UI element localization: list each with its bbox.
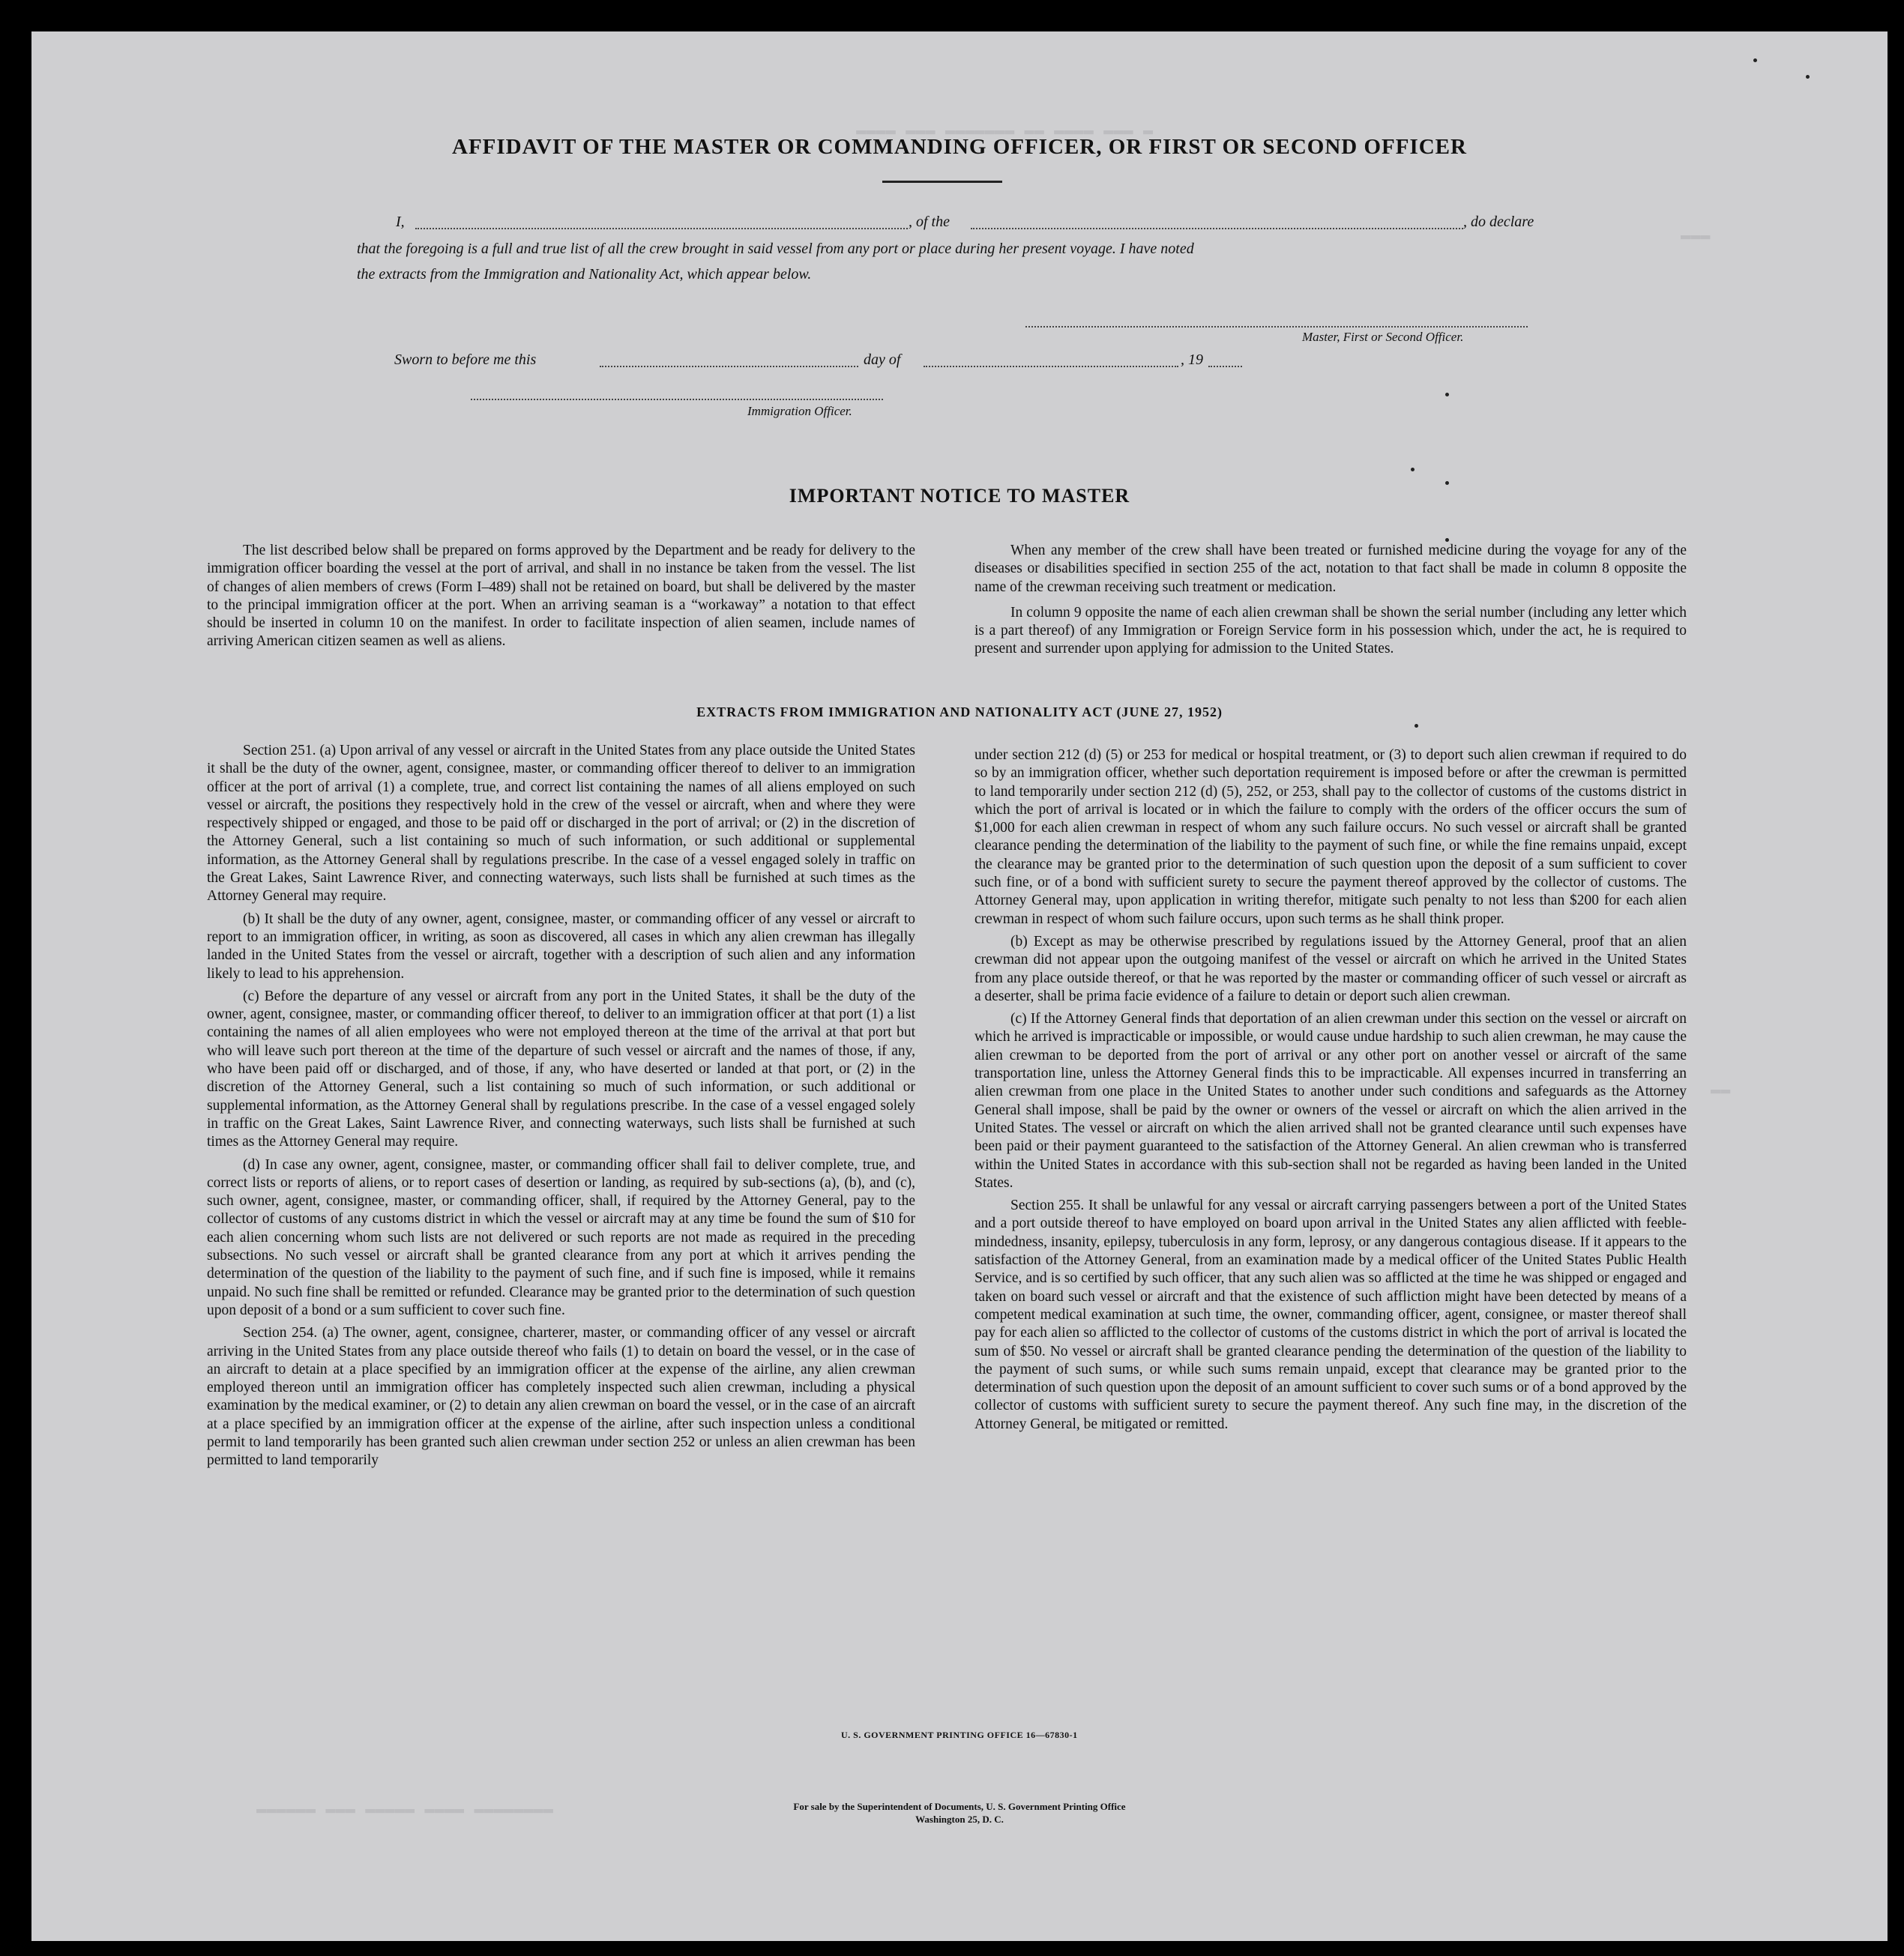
officer-signature-line[interactable]	[471, 399, 883, 400]
sale-line-1: For sale by the Superintendent of Documents, U. S. Government Printing Office	[793, 1801, 1126, 1812]
speck	[1445, 393, 1449, 396]
notice-right-paragraph-2: In column 9 opposite the name of each alien crewman shall be shown the serial number (including any letter which is a part thereof) of any Immigration or Foreign Service form in his possession which, under the act, he is required to present and surrender upon applying for admission to the United States.	[974, 604, 1687, 657]
declaration-line-1: that the foregoing is a full and true list of all the crew brought in said vessel from any port or place during her present voyage. I have noted	[357, 241, 1194, 257]
notice-right-column	[974, 542, 1687, 659]
master-signature-label: Master, First or Second Officer.	[1302, 330, 1464, 344]
extracts-right-column	[974, 746, 1687, 1434]
speck	[1753, 58, 1757, 62]
bleed-through: ▬▬▬	[1681, 226, 1711, 245]
notice-left-column	[207, 542, 915, 651]
vessel-field[interactable]	[971, 228, 1463, 229]
year-label: , 19	[1181, 351, 1203, 368]
do-declare-label: , do declare	[1463, 214, 1534, 230]
section-251-d: (d) In case any owner, agent, consignee, master, or commanding officer shall fail to deliver complete, true, and correct lists or reports of aliens, or to report cases of desertion or landing, as required by sub-sections (a), (b), and (c), such owner, agent, consignee, master, or commanding officer, shall, if required by the Attorney General, pay to the collector of customs of any customs district in which the vessel or aircraft may at any time be found the sum of $10 for each alien concerning whom such lists are not delivered or such reports are not made as required in the preceding subsections. No such vessel or aircraft shall be granted clearance from any port at which it arrives pending the determination of the question of the liability to the payment of such fine, and if such fine is imposed, while it remains unpaid. No such fine shall be remitted or refunded. Clearance may be granted prior to the determination of such question upon deposit of a bond or a sum sufficient to cover such fine.	[207, 1156, 915, 1318]
speck	[1806, 75, 1810, 79]
section-251-a: Section 251. (a) Upon arrival of any vessel or aircraft in the United States from any place outside the United States it shall be the duty of the owner, agent, consignee, master, or commanding officer thereof to deliver to an immigration officer at the port of arrival (1) a complete, true, and correct list containing the names of all aliens employed on such vessel or aircraft, the positions they respectively hold in the crew of the vessel or aircraft, when and where they were respectively shipped or engaged, and those to be paid off or discharged in the port of arrival; or (2) in the discretion of the Attorney General, such a list containing so much of such information, or such additional or supplemental information, as the Attorney General shall by regulations prescribe. In the case of a vessel engaged solely in traffic on the Great Lakes, Saint Lawrence River, and connecting waterways, such lists shall be furnished at such times as the Attorney General may require.	[207, 743, 915, 905]
officer-signature-label: Immigration Officer.	[747, 404, 852, 418]
section-251-c: (c) Before the departure of any vessel or aircraft from any port in the United States, it shall be the duty of the owner, agent, consignee, master, or commanding officer thereof, to deliver to an immigration officer at that port (1) a list containing the names of all alien employees who were not employed thereon at the time of the arrival at that port but who will leave such port thereon at the time of the departure of such vessel or aircraft and the names of those, if any, who have been paid off or discharged, and of those, if any, who have deserted or landed at that port, or (2) in the discretion of the Attorney General, such a list containing so much of such information, or such additional or supplemental information, as the Attorney General shall by regulations prescribe. In the case of a vessel engaged solely in traffic on the Great Lakes, Saint Lawrence River, and connecting waterways, such lists shall be furnished at such times as the Attorney General may require.	[207, 988, 915, 1150]
notice-left-paragraph: The list described below shall be prepared on forms approved by the Department and be ready for delivery to the immigration officer boarding the vessel at the port of arrival, and shall in no instance be taken from the vessel. The list of changes of alien members of crews (Form I–489) shall not be retained on board, but shall be delivered by the master to the principal immigration officer at the port. When an arriving seaman is a “workaway” a notation to that effect should be inserted in column 10 on the manifest. In order to facilitate inspection of alien seamen, include names of arriving American citizen seamen as well as aliens.	[207, 543, 915, 650]
sworn-month-field[interactable]	[924, 366, 1178, 367]
of-the-label: , of the	[909, 214, 950, 230]
day-of-label: day of	[864, 351, 901, 368]
sworn-day-field[interactable]	[600, 366, 858, 367]
notice-right-paragraph-1: When any member of the crew shall have been treated or furnished medicine during the voyage for any of the diseases or disabilities specified in section 255 of the act, notation to that fact shall be made in column 8 opposite the name of the crewman receiving such treatment or medication.	[974, 543, 1687, 595]
title-rule	[882, 181, 1002, 183]
notice-title: IMPORTANT NOTICE TO MASTER	[789, 485, 1130, 507]
name-field[interactable]	[415, 228, 908, 229]
extracts-title: EXTRACTS FROM IMMIGRATION AND NATIONALITY ACT (JUNE 27, 1952)	[696, 704, 1223, 719]
bleed-through: ▬ ▬▬▬ ▬▬▬▬ ▬▬ ▬▬▬▬▬▬▬ ▬▬▬ ▬▬▬▬	[856, 121, 1154, 140]
sworn-year-field[interactable]	[1208, 366, 1242, 367]
section-254-b: (b) Except as may be otherwise prescribed by regulations issued by the Attorney General, proof that an alien crewman did not appear upon the outgoing manifest of the vessel or aircraft on which he arrived in the United States from any place outside thereof, or that he was reported by the master or commanding officer of such vessel or aircraft as a deserter, shall be prima facie evidence of a failure to detain or deport such alien crewman.	[974, 933, 1687, 1004]
section-255: Section 255. It shall be unlawful for any vessal or aircraft carrying passengers between a port of the United States and a port outside thereof to have employed on board upon arrival in the United States any alien afflicted with feeble-mindedness, insanity, epilepsy, tuberculosis in any form, leprosy, or any dangerous contagious disease. If it appears to the satisfaction of the Attorney General, from an examination made by a medical officer of the United States Public Health Service, and is so certified by such officer, that any such alien was so afflicted at the time he was shipped or engaged and taken on board such vessel or aircraft and that the existence of such affliction might have been detected by means of a competent medical examination at such time, the owner, commanding officer, agent, consignee, or master thereof shall pay for each alien so afflicted to the collector of customs of the customs district in which the port of arrival is located the sum of $50. No vessel or aircraft shall be granted clearance pending the determination of the question of the liability to the payment of such sums, or while such sums remain unpaid, except that clearance may be granted prior to the determination of such question upon the deposit of an amount sufficient to cover such sums or of a bond approved by the collector of customs with sufficient surety to secure the payment thereof. Any such fine may, in the discretion of the Attorney General, be mitigated or remitted.	[974, 1198, 1687, 1432]
declaration-line-2: the extracts from the Immigration and Nationality Act, which appear below.	[357, 266, 812, 283]
speck	[1415, 724, 1418, 728]
section-251-b: (b) It shall be the duty of any owner, agent, consignee, master, or commanding officer of any vessel or aircraft to report to an immigration officer, in writing, as soon as discovered, all cases in which any alien crewman has illegally landed in the United States from the vessel or aircraft, together with a description of such alien and any information likely to lead to his apprehension.	[207, 911, 915, 982]
extracts-left-column	[207, 742, 915, 1470]
bleed-through: ▬▬	[1711, 1081, 1731, 1099]
i-label: I,	[396, 214, 405, 230]
printing-office-line: U. S. GOVERNMENT PRINTING OFFICE 16—67830-1	[841, 1730, 1078, 1740]
section-254-a-continued: under section 212 (d) (5) or 253 for medical or hospital treatment, or (3) to deport such alien crewman if required to do so by an immigration officer, whether such deportation requirement is imposed before or after the crewman is permitted to land temporarily under section 212 (d) (5), 252, or 253, shall pay to the collector of customs of the customs district in which the port of arrival is located or in which the failure to comply with the orders of the officer occurs the sum of $1,000 for each alien crewman in respect of whom any such failure occurs. No such vessel or aircraft shall be granted clearance pending the determination of the liability to the payment of such fine, or while the fine remains unpaid, except the clearance may be granted prior to the determination of such question upon the deposit of a sum sufficient to cover such fine, or of a bond with sufficient surety to secure the payment thereof approved by the collector of customs. The Attorney General may, upon application in writing therefor, mitigate such penalty to not less than $200 for each alien crewman in respect of whom such failure occurs, upon such terms as he shall think proper.	[974, 747, 1687, 927]
affidavit-title: AFFIDAVIT OF THE MASTER OR COMMANDING OFFICER, OR FIRST OR SECOND OFFICER	[452, 135, 1467, 159]
speck	[1411, 468, 1415, 471]
document-page	[31, 31, 1888, 1941]
master-signature-line[interactable]	[1025, 326, 1528, 327]
section-254-a: Section 254. (a) The owner, agent, consignee, charterer, master, or commanding officer of any vessel or aircraft arriving in the United States from any place outside thereof who fails (1) to detain on board the vessel, or in the case of an aircraft to detain at a place specified by an immigration officer at the expense of the airline, any alien crewman employed thereon until an immigration officer has completely inspected such alien crewman, including a physical examination by the medical examiner, or (2) to detain any alien crewman on board the vessel, or in the case of an aircraft at a place specified by an immigration officer at the expense of the airline, after such inspection unless a conditional permit to land temporarily has been granted such alien crewman under section 252 or unless an alien crewman has been permitted to land temporarily	[207, 1325, 915, 1469]
sworn-label: Sworn to before me this	[394, 351, 537, 368]
section-254-c: (c) If the Attorney General finds that deportation of an alien crewman under this section on the vessel or aircraft on which he arrived is impracticable or impossible, or would cause undue hardship to such alien crewman, he may cause the alien crewman to be deported from the port of arrival or any other port on another vessel or aircraft of the same transportation line, unless the Attorney General finds this to be impracticable. All expenses incurred in transferring an alien crewman from one place in the United States to another under such conditions and safeguards as the Attorney General shall impose, shall be paid by the owner or owners of the vessel or aircraft on which the alien arrived in the United States. The vessel or aircraft on which the alien arrived shall not be granted clearance until such expenses have been paid or their payment guaranteed to the satisfaction of the Attorney General. An alien crewman who is transferred within the United States in accordance with this sub-section shall not be regarded as having been landed in the United States.	[974, 1011, 1687, 1191]
sale-line-2: Washington 25, D. C.	[915, 1814, 1004, 1825]
bleed-through: ▬▬▬▬▬▬ ▬▬▬ ▬▬▬▬▬ ▬▬▬▬ ▬▬▬▬▬▬▬▬	[256, 1800, 554, 1819]
